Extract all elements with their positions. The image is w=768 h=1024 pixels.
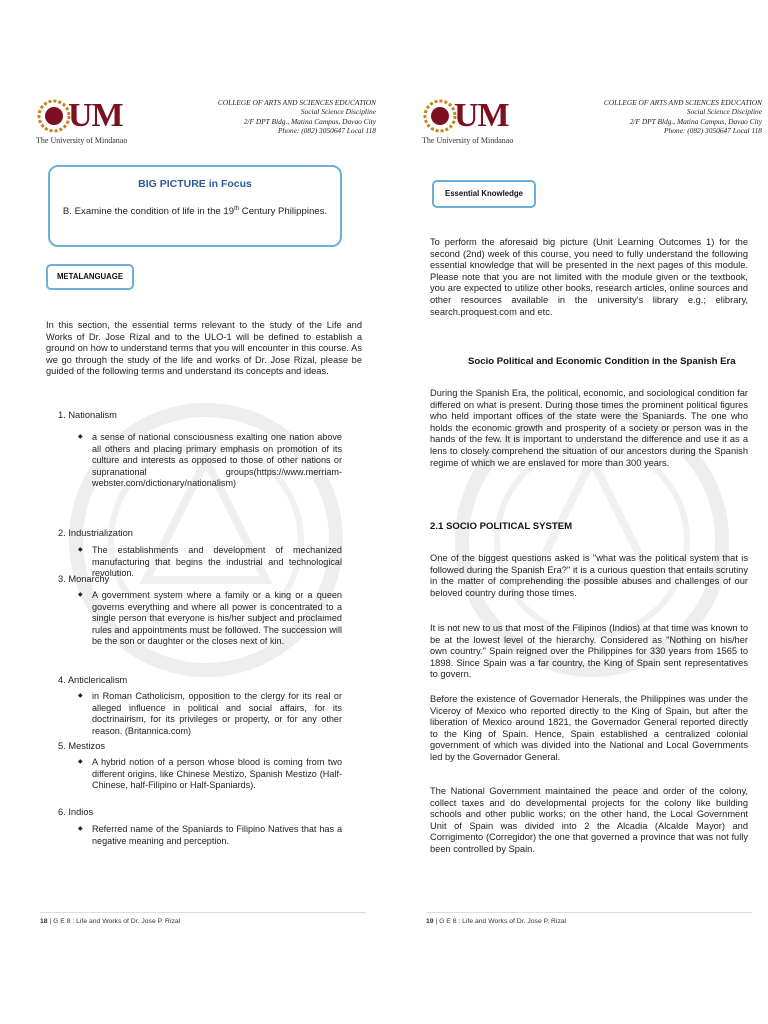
term-definition: ◆ The establishments and development of mechanized manufacturing that begins the industrial and technological revolution. bbox=[92, 545, 342, 580]
term-definition: ◆ a sense of national consciousness exalting one nation above all others and placing primary emphasis on promotion of its culture and interests as opposed to those of other nations or supranational groups(https://www.merriam-webster.com/dictionary/nationalism) bbox=[92, 432, 342, 490]
discipline: Social Science Discipline bbox=[686, 107, 762, 117]
footer-divider bbox=[426, 912, 752, 913]
um-logo bbox=[36, 96, 156, 148]
term-title: 5. Mestizos bbox=[58, 741, 106, 751]
term-title: 3. Monarchy bbox=[58, 574, 110, 584]
subsection-title: 2.1 SOCIO POLITICAL SYSTEM bbox=[430, 521, 573, 532]
term-definition: ◆ A hybrid notion of a person whose blood is coming from two different origins, like Chinese Mestizo, Spanish Mestizo (Half-Chinese, half-Filipino or Half-Spaniards). bbox=[92, 757, 342, 792]
university-name: The University of Mindanao bbox=[422, 136, 514, 145]
essential-intro: To perform the aforesaid big picture (Unit Learning Outcomes 1) for the second (2nd) week of this course, you need to fully understand the following essential knowledge that will be presented in the next pages of this module. Please note that you are not limited with the module given or the textbook, you are expected to utilize other books, research articles, online sources and other resources available in the university's library e.g.; elibrary, search.proquest.com and etc. bbox=[430, 237, 748, 317]
term-title: 4. Anticlericalism bbox=[58, 675, 128, 685]
footer-text: | G E 8 : Life and Works of Dr. Jose P. Rizal bbox=[47, 918, 181, 925]
term-definition: ◆ A government system where a family or a king or a queen governs everything and where all power is concentrated to a single person that everyone is his/her subject and proclaimed rules and appointments must be followed. The succession will be the son or daughter or the closes next of kin. bbox=[92, 590, 342, 648]
term-definition: ◆ in Roman Catholicism, opposition to the clergy for its real or alleged influence in political and social affairs, for its doctrinairism, for its privileges or property, or for any other reason. (Britannica.com) bbox=[92, 691, 342, 737]
right-page bbox=[412, 80, 766, 940]
page-number: 18 bbox=[40, 918, 48, 925]
big-picture-text-b: Century Philippines. bbox=[239, 206, 328, 218]
page-footer bbox=[40, 918, 180, 925]
section-paragraph: One of the biggest questions asked is "what was the political system that is followed during the Spanish Era?" it is a curious question that entails scrutiny in the matter of comprehending the possible abuses and challenges of our beloved country during those times. bbox=[430, 553, 748, 598]
logo-text: UM bbox=[454, 97, 509, 134]
metalanguage-intro: In this section, the essential terms relevant to the study of the Life and Works of Dr. Jose Rizal and to the ULO-1 will be defined to establish a ground on how to understand terms that you will encounter in this course. As we go through the study of the life and works of Dr. Jose Rizal, please be guided of the following terms and understand its concepts and ideas. bbox=[46, 320, 362, 377]
big-picture-title: BIG PICTURE in Focus bbox=[138, 178, 252, 190]
college-name: COLLEGE OF ARTS AND SCIENCES EDUCATION bbox=[603, 98, 762, 107]
logo-text: UM bbox=[68, 97, 123, 134]
section-paragraph: The National Government maintained the peace and order of the colony, collect taxes and do developmental projects for the colony like building schools and other public works; on the other hand, the Local Government Unit of Spain was divided into 2 the Alcadia (Alcalde Mayor) and Corrigimento (Corregidor) the one that governed a province that was not fully been controlled by Spain. bbox=[430, 786, 748, 854]
big-picture-sup: th bbox=[234, 206, 240, 212]
university-name: The University of Mindanao bbox=[36, 136, 128, 145]
left-page bbox=[26, 80, 380, 940]
section-paragraph: Before the existence of Governador Henerals, the Philippines was under the Viceroy of Mexico who reported directly to the King of Spain, but after the liberation of Mexico around 1821, the Governador General reported directly to the King of Spain. Hence, Spain established a centralized colonial government of which was divided into the National and Local Governments led by the Governador General. bbox=[430, 694, 748, 762]
big-picture-text-a: B. Examine the condition of life in the 19 bbox=[62, 206, 235, 218]
big-picture-text bbox=[48, 206, 342, 217]
section-paragraph: It is not new to us that most of the Filipinos (Indios) at that time was known to be at the lowest level of the hierarchy. Considered as "Nothing on his/her own country." Spain reigned over the Philippines for 330 years from 1565 to 1898. Since Spain was a far country, the King of Spain sent representatives to govern. bbox=[430, 623, 748, 680]
term-title: 2. Industrialization bbox=[58, 528, 133, 538]
footer-text: | G E 8 : Life and Works of Dr. Jose P. Rizal bbox=[433, 918, 567, 925]
essential-knowledge-label: Essential Knowledge bbox=[432, 180, 536, 208]
address: 2/F DPT Bldg., Matina Campus, Davao City bbox=[629, 116, 762, 126]
college-header bbox=[572, 98, 762, 136]
um-logo bbox=[422, 96, 542, 148]
term-definition: ◆ Referred name of the Spaniards to Filipino Natives that has a negative meaning and perception. bbox=[92, 824, 342, 847]
metalanguage-label: METALANGUAGE bbox=[46, 264, 134, 290]
section-title: Socio Political and Economic Condition in the Spanish Era bbox=[468, 356, 736, 367]
section-paragraph: During the Spanish Era, the political, economic, and sociological condition far differed on what is present. During those times the prominent political figures who held important offices of the state were the Spaniards. The one who holds the economic growth and prosperity of a society or person was in the hands of the few. It is important to understand the difference and use it as a lens to closely comprehend the situation of our ancestors during the Spanish regime of which we are enslaved for more than 300 years. bbox=[430, 388, 748, 468]
college-name: COLLEGE OF ARTS AND SCIENCES EDUCATION bbox=[217, 98, 376, 107]
um-seal-icon bbox=[36, 98, 72, 134]
term-title: 1. Nationalism bbox=[58, 410, 117, 420]
page-number: 19 bbox=[426, 918, 434, 925]
footer-divider bbox=[40, 912, 366, 913]
term-title: 6. Indios bbox=[58, 807, 94, 817]
phone: Phone: (082) 3050647 Local 118 bbox=[664, 126, 762, 136]
phone: Phone: (082) 3050647 Local 118 bbox=[278, 126, 376, 136]
address: 2/F DPT Bldg., Matina Campus, Davao City bbox=[243, 116, 376, 126]
um-seal-icon bbox=[422, 98, 458, 134]
college-header bbox=[186, 98, 376, 136]
discipline: Social Science Discipline bbox=[300, 107, 376, 117]
page-footer bbox=[426, 918, 566, 925]
